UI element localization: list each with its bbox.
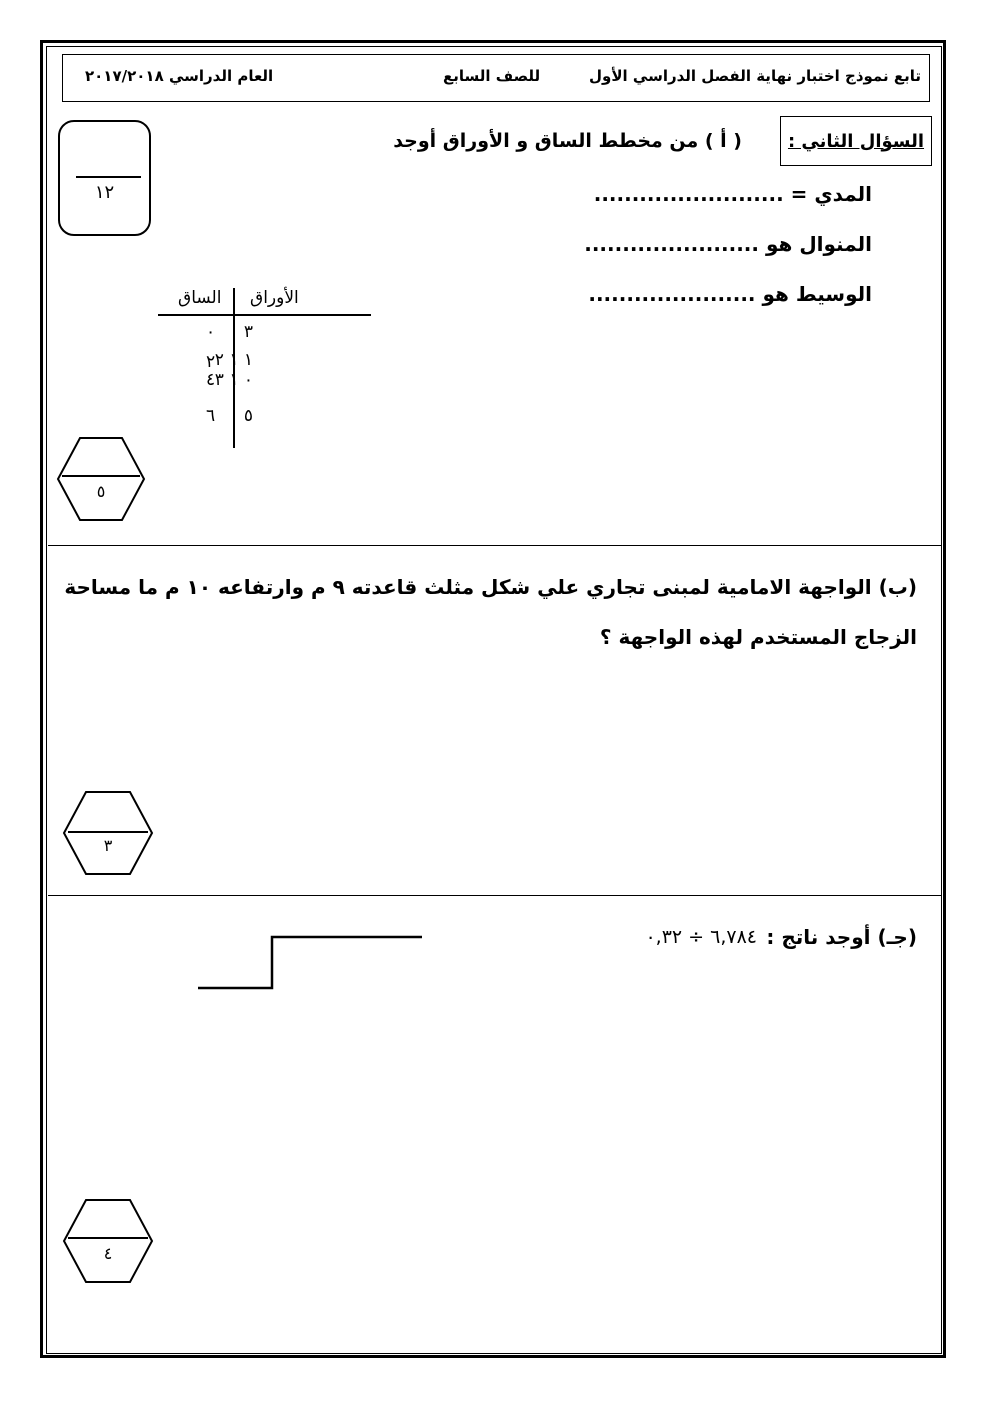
part-a-score: ٥ [96, 482, 106, 501]
part-b-question-line2: الزجاج المستخدم لهذه الواجهة ؟ [599, 625, 917, 649]
stem-cell: ٢ [206, 352, 216, 372]
part-b-question-line1: (ب) الواجهة الامامية لمبنى تجاري علي شكل مثلث قاعدته ٩ م وارتفاعه ١٠ م ما مساحة [64, 575, 917, 599]
stem-header: الساق [178, 288, 222, 308]
median-answer-line: الوسيط هو ...................... [588, 282, 872, 306]
part-c-score: ٤ [103, 1244, 113, 1263]
academic-year: العام الدراسي ٢٠١٧/٢٠١٨ [85, 67, 274, 85]
hexagon-shape [62, 1198, 154, 1284]
stem-cell: ٦ [206, 406, 216, 426]
exam-header [62, 54, 930, 102]
hexagon-shape [56, 436, 146, 522]
leaf-cell: ٣ [243, 322, 253, 342]
leaf-cell: ٥ [243, 406, 253, 426]
stem-cell: ٤ [206, 370, 216, 390]
section-divider [48, 895, 942, 896]
long-division-bracket [196, 933, 426, 993]
part-a-prompt: ( أ ) من مخطط الساق و الأوراق أوجد [393, 130, 742, 152]
part-b-score: ٣ [103, 836, 113, 855]
grade-label: للصف السابع [443, 67, 541, 85]
stem-and-leaf-plot [150, 284, 375, 454]
section-divider [48, 545, 942, 546]
question-two-label-box [780, 116, 932, 166]
exam-title: تابع نموذج اختبار نهاية الفصل الدراسي الأول [589, 67, 921, 85]
range-answer-line: المدي = ......................... [593, 182, 872, 206]
part-c-expression: ٦,٧٨٤ ÷ ٠,٣٢ [645, 926, 757, 948]
mode-answer-line: المنوال هو ....................... [584, 232, 872, 256]
part-c-score-hexagon [62, 1198, 154, 1284]
leaf-header: الأوراق [250, 288, 299, 308]
total-score: ١٢ [94, 182, 115, 203]
part-b-score-hexagon [62, 790, 154, 876]
hexagon-shape [62, 790, 154, 876]
leaf-cell: ٠ ١ ٣ [214, 370, 253, 390]
part-c-label: (جـ) أوجد ناتج : [766, 925, 917, 949]
score-fraction-line [76, 176, 141, 178]
total-score-box [58, 120, 151, 236]
stem-cell: ٠ [206, 322, 216, 342]
part-a-score-hexagon [56, 436, 146, 522]
leaf-cell: ١ ١ ٢ [214, 350, 253, 370]
question-two-label: السؤال الثاني : [787, 130, 925, 152]
table-horizontal-line [158, 314, 371, 316]
